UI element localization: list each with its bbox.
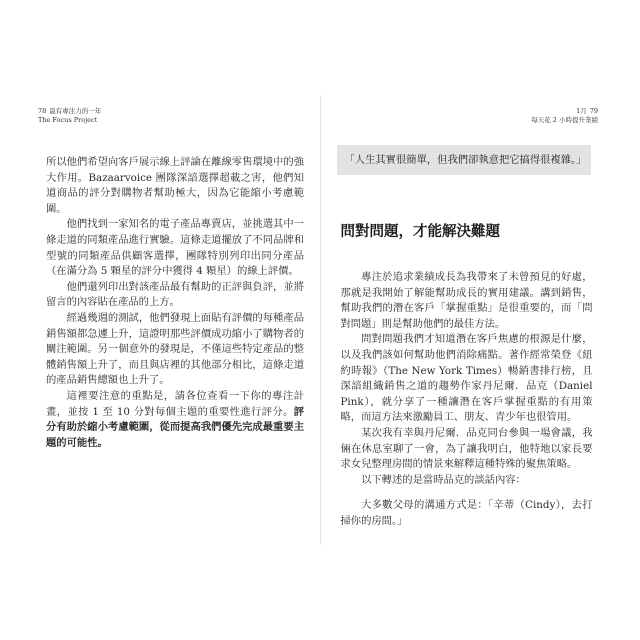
right-page — [321, 95, 613, 545]
section-heading: 問對問題，才能解決難題 — [340, 223, 500, 240]
right-paragraph-list — [341, 270, 593, 488]
trailing-paragraph: 大多數父母的溝通方式是：「辛蒂（Cindy），去打掃你的房間。」 — [340, 499, 593, 527]
right-paragraph: 某次我有幸與丹尼爾．品克同台參與一場會議，我倆在休息室聊了一會，為了讓我明白，他特地以家長要求女兒整理房間的情景來解釋這種特殊的聚焦策略。 — [340, 426, 593, 471]
right-paragraph: 以下轉述的是當時品克的談話內容： — [361, 473, 526, 486]
left-paragraph-list — [46, 155, 304, 389]
left-page-number: 78 — [38, 107, 47, 115]
closing-bold-text: 評分有助於縮小考慮範圍，從而提高我們優先完成最重要主題的可能性。 — [46, 405, 304, 449]
right-body-text — [341, 270, 593, 530]
left-closing-paragraph — [46, 389, 304, 451]
left-book-title: 最有專注力的一年 — [49, 107, 102, 115]
quote-box: 「人生其實很簡單，但我們卻執意把它搞得很複雜。」 — [337, 145, 591, 175]
left-paragraph: 所以他們希望向客戶展示線上評論在離線零售環境中的強大作用。Bazaarvoice 團隊深諳選擇超載之害，他們知道商品的評分對購物者幫助極大，因為它能縮小考慮範圍。 — [46, 156, 304, 215]
left-body-text — [46, 155, 304, 451]
right-paragraph: 問對問題我們才知道潛在客戶焦慮的根源是什麼，以及我們該如何幫助他們消除痛點。著作經常榮登《紐約時報》（The New York Times）暢銷書排行榜，且深諳組織銷售之道的趨勢作家丹尼爾．品克（Daniel Pink），就分享了一種讓潛在客戶掌握重點的有用策略，而這方法來激勵員工、朋友、青少年也很管用。 — [340, 333, 593, 424]
left-page — [28, 95, 321, 545]
left-paragraph: 他們找到一家知名的電子產品專賣店，並挑選其中一條走道的同類產品進行實驗。這條走道擺放了不同品牌和型號的同類產品供顧客選擇，團隊特別列印出同分產品（在滿分為 5 顆星的評分中獲得 4 顆星）的線上評價。 — [46, 218, 304, 278]
left-paragraph: 他們還列印出對該產品最有幫助的正評與負評，並將留言的內容貼在產品的上方。 — [46, 280, 304, 309]
right-chapter-label: 1月 — [576, 107, 587, 115]
book-spread — [28, 95, 612, 545]
left-paragraph: 經過幾週的測試，他們發現上面貼有評價的每種產品銷售額都急遽上升，這證明那些評價成功縮小了購物者的關注範圍。另一個意外的發現是，不僅這些特定產品的整體銷售額上升了，而且與店裡的其他部分相比，這條走道的產品銷售總額也上升了。 — [46, 311, 304, 387]
left-running-head — [38, 107, 101, 125]
right-paragraph: 專注於追求業績成長為我帶來了未曾預見的好處，那就是我開始了解能幫助成長的實用建議。講到銷售，幫助我們的潛在客戶「掌握重點」是很重要的，而「問對問題」則是幫助他們的最佳方法。 — [340, 271, 593, 330]
right-running-head — [531, 107, 598, 125]
left-book-title-en: The Focus Project — [38, 116, 98, 124]
right-chapter-subtitle: 每天花 2 小時提升業績 — [531, 116, 598, 124]
closing-text: 這裡要注意的重點是，請各位查看一下你的專注計畫，並按 1 至 10 分對每個主題的重要性進行評分。 — [46, 389, 304, 418]
right-page-number: 79 — [589, 107, 598, 115]
